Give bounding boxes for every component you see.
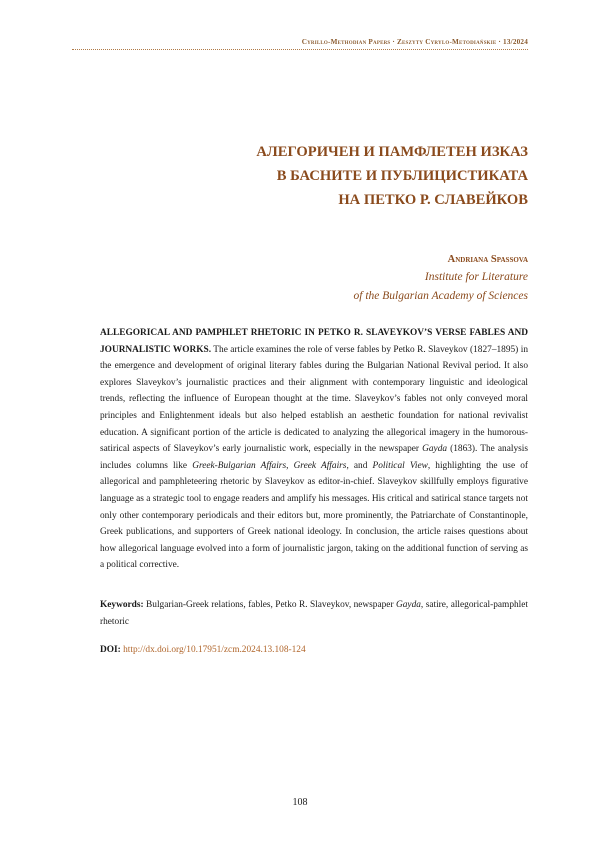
abstract-column: Greek-Bulgarian Affairs xyxy=(192,460,287,471)
keywords-newspaper: Gayda xyxy=(396,600,421,610)
abstract xyxy=(100,325,528,574)
abstract-separator: , and xyxy=(346,460,373,471)
abstract-text: The article examines the role of verse fables by Petko R. Slaveykov (1827–1895) in the emergence and development of original literary fables during the Bulgarian National Revival period. It also explores Slaveykov’s journalistic practices and their alignment with contemporary linguistic and ideological trends, reflecting the influence of European thought at the time. Slaveykov’s fables not only conveyed moral principles and Enlightenment ideals but also helped establish an aesthetic foundation for national revivalist education. A significant portion of the article is dedicated to analyzing the allegorical imagery in the humorous-satirical aspects of Slaveykov’s early journalistic work, especially in the newspaper xyxy=(100,344,528,455)
title-line-3: НА ПЕТКО Р. СЛАВЕЙКОВ xyxy=(338,192,528,208)
abstract-newspaper: Gayda xyxy=(422,444,448,455)
abstract-text: (1863). The analysis includes columns like xyxy=(100,444,528,471)
affiliation-line-1: Institute for Literature xyxy=(424,271,528,283)
running-head: Cyrillo-Methodian Papers · Zeszyty Cyrylo-Metodiańskie · 13/2024 xyxy=(301,38,528,46)
title-line-1: АЛЕГОРИЧЕН И ПАМФЛЕТЕН ИЗКАЗ xyxy=(256,144,528,160)
author-affiliation xyxy=(72,268,528,306)
article-title xyxy=(72,140,528,212)
title-line-2: В БАСНИТЕ И ПУБЛИЦИСТИКАТА xyxy=(276,168,528,184)
abstract-text: , highlighting the use of allegorical and pamphleteering rhetoric by Slaveykov as editor-in-chief. Slaveykov skillfully employs figurative language as a strategic tool to engage readers and amplify his messages. His critical and satirical stance targets not only other contemporary periodicals and their editors but, more prominently, the Patriarchate of Constantinople, Greek publications, and supporters of Greek national ideology. In conclusion, the article raises questions about how allegorical language evolved into a form of journalistic jargon, taking on the additional function of serving as a political corrective. xyxy=(100,460,529,571)
doi-link[interactable]: http://dx.doi.org/10.17951/zcm.2024.13.108-124 xyxy=(123,645,306,655)
header-divider xyxy=(72,49,528,50)
abstract-separator: , xyxy=(286,460,294,471)
page-number: 108 xyxy=(292,797,308,808)
keywords-label: Keywords: xyxy=(100,600,144,610)
doi-line xyxy=(100,642,528,658)
keywords-text: , satire, allegorical-pamphlet rhetoric xyxy=(100,600,529,627)
author-name: Andriana Spassova xyxy=(447,254,528,265)
doi-label: DOI: xyxy=(100,645,121,655)
keywords-text: Bulgarian-Greek relations, fables, Petko R. Slaveykov, newspaper xyxy=(143,600,396,610)
abstract-column: Greek Affairs xyxy=(293,460,347,471)
abstract-lead: ALLEGORICAL AND PAMPHLET RHETORIC IN PETKO R. SLAVEYKOV’S VERSE FABLES AND JOURNALISTIC WORKS. xyxy=(100,328,528,355)
keywords xyxy=(100,597,528,630)
affiliation-line-2: of the Bulgarian Academy of Sciences xyxy=(353,290,528,302)
abstract-column: Political View xyxy=(372,460,428,471)
